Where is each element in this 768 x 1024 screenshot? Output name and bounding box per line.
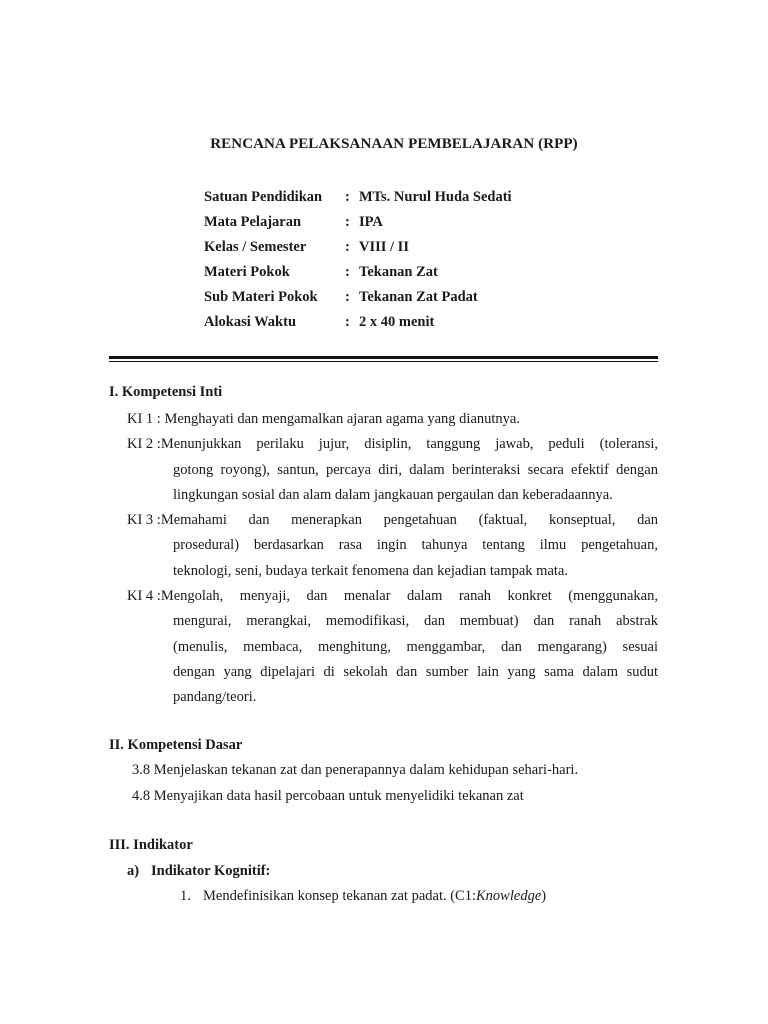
indikator-kognitif-heading	[127, 863, 270, 880]
indikator-item-1-close: )	[541, 888, 547, 904]
info-label: Mata Pelajaran	[204, 214, 302, 230]
info-colon: :	[345, 214, 350, 230]
section-heading-indikator: III. Indikator	[109, 837, 193, 853]
ki2-text-1: Menunjukkan perilaku jujur, disiplin, tanggung jawab, peduli (toleransi,	[160, 436, 658, 453]
indikator-item-1-text: Mendefinisikan konsep tekanan zat padat. (C1:	[203, 888, 477, 904]
ki3-text-1: Memahami dan menerapkan pengetahuan (faktual, konseptual, dan	[160, 512, 658, 529]
ki4-line-3: (menulis, membaca, menghitung, menggambar, dan mengarang) sesuai	[173, 638, 658, 655]
list-number-1: 1.	[180, 888, 191, 904]
info-label: Alokasi Waktu	[204, 314, 297, 330]
ki2-line-3: lingkungan sosial dan alam dalam jangkauan pergaulan dan keberadaannya.	[173, 486, 613, 503]
info-colon: :	[345, 289, 350, 305]
info-colon: :	[345, 239, 350, 255]
list-marker-a: a)	[127, 863, 140, 879]
kd-item-3-8: 3.8 Menjelaskan tekanan zat dan penerapannya dalam kehidupan sehari-hari.	[132, 762, 579, 778]
ki3-line-2: prosedural) berdasarkan rasa ingin tahunya tentang ilmu pengetahuan,	[173, 537, 658, 554]
ki3-line-3: teknologi, seni, budaya terkait fenomena dan kejadian tampak mata.	[173, 562, 568, 579]
ki4-line-5: pandang/teori.	[173, 689, 257, 706]
ki4-line-1	[127, 586, 658, 611]
info-row-satuan	[204, 187, 512, 212]
identity-table	[204, 187, 512, 337]
info-row-materi	[204, 262, 512, 287]
ki-block	[127, 409, 658, 713]
info-label: Materi Pokok	[204, 264, 290, 280]
info-value: Tekanan Zat	[359, 264, 438, 280]
ki3-line-1	[127, 510, 658, 535]
ki4-line-4: dengan yang dipelajari di sekolah dan sumber lain yang sama dalam sudut	[173, 663, 658, 680]
section-heading-kompetensi-dasar: II. Kompetensi Dasar	[109, 737, 243, 753]
info-label: Kelas / Semester	[204, 239, 307, 255]
divider-thin	[109, 361, 658, 362]
kd-item-4-8: 4.8 Menyajikan data hasil percobaan untuk menyelidiki tekanan zat	[132, 788, 524, 804]
info-value: Tekanan Zat Padat	[359, 289, 478, 305]
indikator-kognitif-label: Indikator Kognitif:	[151, 863, 271, 879]
info-colon: :	[345, 264, 350, 280]
ki2-line-1	[127, 434, 658, 459]
info-label: Sub Materi Pokok	[204, 289, 318, 305]
info-value: 2 x 40 menit	[359, 314, 435, 330]
ki2-line-2: gotong royong), santun, percaya diri, dalam berinteraksi secara efektif dengan	[173, 461, 658, 478]
ki3-label: KI 3 :	[127, 512, 161, 529]
info-colon: :	[345, 314, 350, 330]
ki1-text: Menghayati dan mengamalkan ajaran agama yang dianutnya.	[164, 411, 520, 427]
ki2-label: KI 2 :	[127, 436, 161, 453]
ki4-label: KI 4 :	[127, 588, 161, 605]
ki4-line-2: mengurai, merangkai, memodifikasi, dan membuat) dan ranah abstrak	[173, 613, 658, 630]
info-value: IPA	[359, 214, 383, 230]
info-row-alokasi	[204, 312, 512, 337]
info-row-mapel	[204, 212, 512, 237]
ki1-label: KI 1 :	[127, 411, 165, 427]
section-heading-kompetensi-inti: I. Kompetensi Inti	[109, 384, 223, 400]
info-colon: :	[345, 189, 350, 205]
info-label: Satuan Pendidikan	[204, 189, 323, 205]
ki1-line	[127, 409, 658, 434]
info-row-kelas	[204, 237, 512, 262]
info-value: MTs. Nurul Huda Sedati	[359, 189, 512, 205]
document-title: RENCANA PELAKSANAAN PEMBELAJARAN (RPP)	[210, 136, 578, 152]
indikator-item-1-italic: Knowledge	[476, 888, 542, 904]
divider-thick	[109, 356, 658, 359]
ki4-text-1: Mengolah, menyaji, dan menalar dalam ranah konkret (menggunakan,	[160, 588, 658, 605]
info-row-submateri	[204, 287, 512, 312]
info-value: VIII / II	[359, 239, 409, 255]
indikator-item-1	[180, 888, 546, 905]
